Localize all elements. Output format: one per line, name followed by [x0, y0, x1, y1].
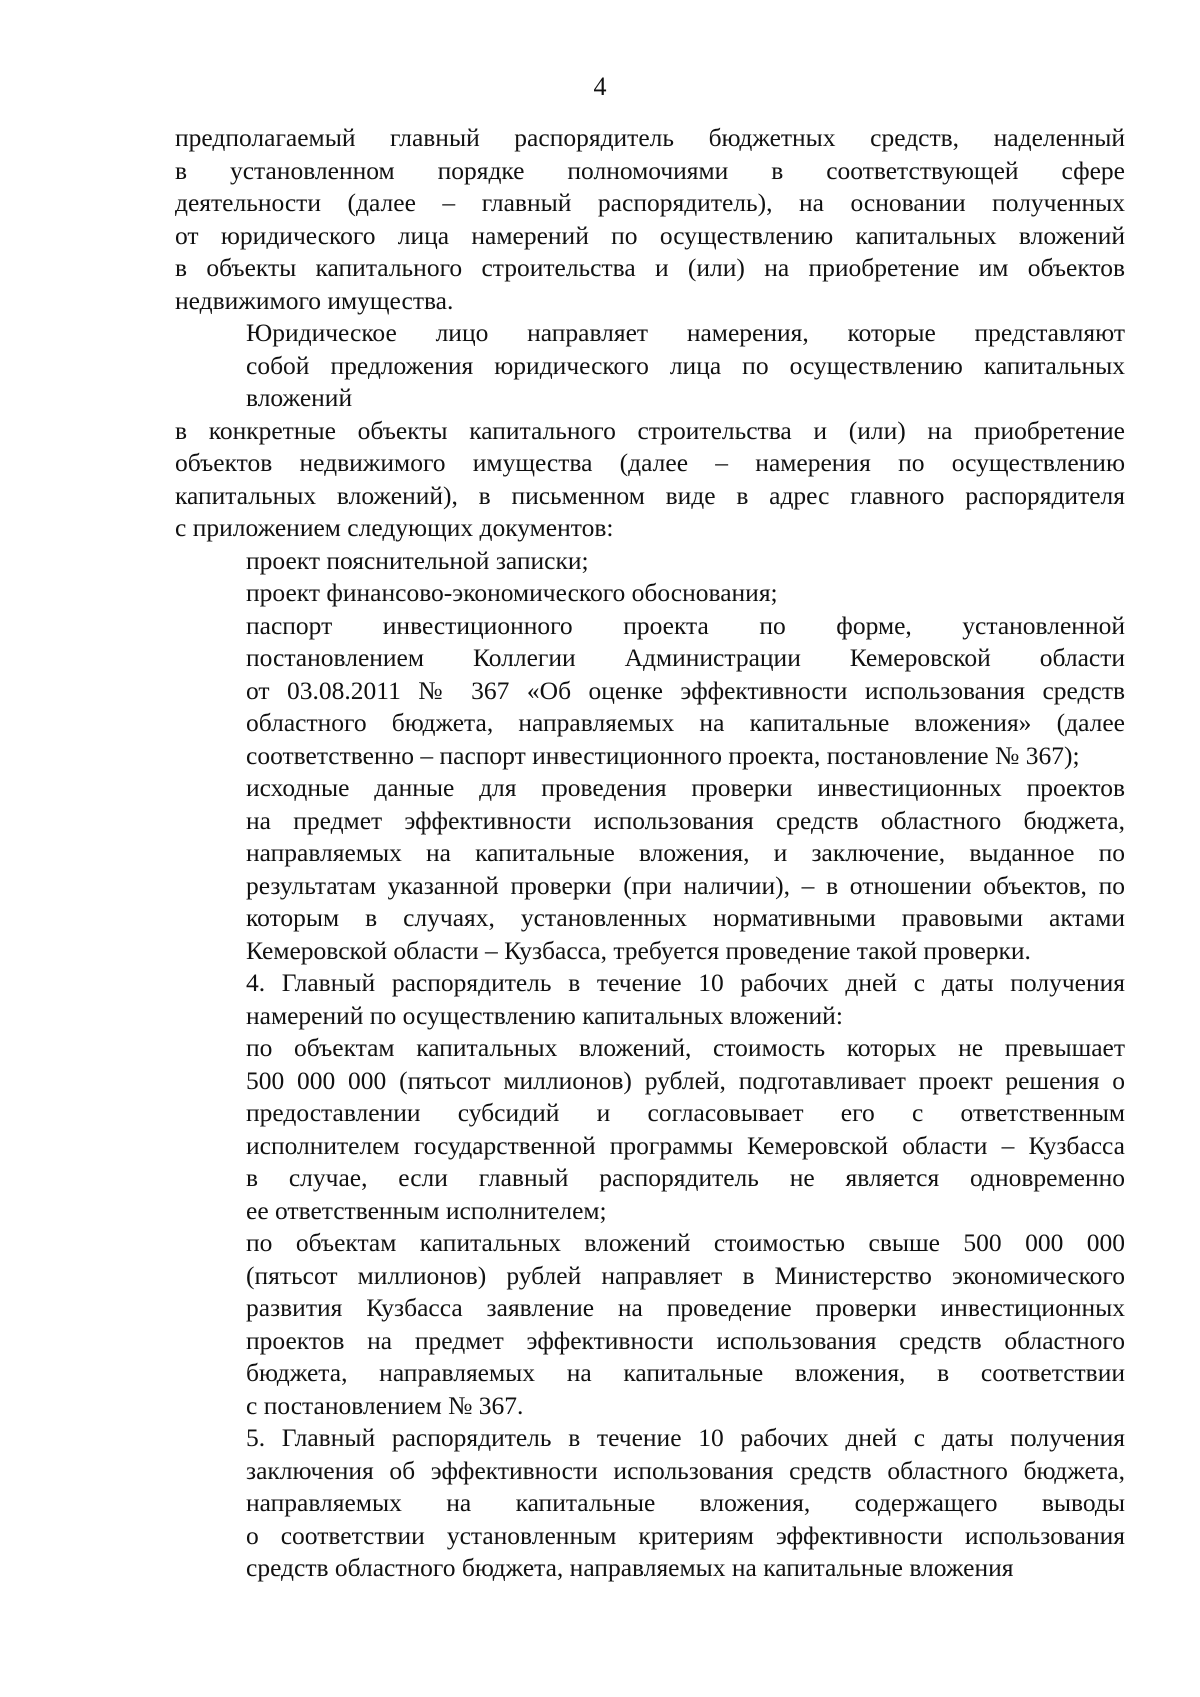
- text-line: проектов на предмет эффективности использования средств областного: [246, 1325, 1125, 1355]
- text-line: проект пояснительной записки;: [246, 545, 589, 575]
- text-line: о соответствии установленным критериям эффективности использования: [246, 1520, 1125, 1550]
- text-line: направляемых на капитальные вложения, и заключение, выданное по: [246, 838, 1125, 867]
- text-line: 4. Главный распорядитель в течение 10 рабочих дней с даты получения: [246, 968, 1125, 997]
- text-line: недвижимого имущества.: [175, 285, 454, 315]
- paragraph: [175, 122, 1125, 317]
- text-line: исходные данные для проведения проверки инвестиционных проектов: [246, 773, 1125, 802]
- page-number: 4: [593, 72, 607, 101]
- text-line: по объектам капитальных вложений, стоимость которых не превышает: [246, 1033, 1125, 1062]
- text-line: направляемых на капитальные вложения, содержащего выводы: [246, 1488, 1125, 1517]
- text-line: на предмет эффективности использования средств областного бюджета,: [246, 805, 1125, 835]
- text-line: проект финансово-экономического обоснования;: [246, 578, 778, 607]
- paragraph: [175, 545, 1125, 578]
- paragraph: [175, 967, 1125, 1032]
- paragraph: [175, 415, 1125, 545]
- text-line: вложений: [246, 383, 353, 412]
- text-line: паспорт инвестиционного проекта по форме, установленной: [246, 610, 1125, 640]
- text-line: постановлением Коллегии Администрации Кемеровской области: [246, 643, 1125, 672]
- text-line: намерений по осуществлению капитальных вложений:: [246, 1000, 843, 1030]
- text-line: областного бюджета, направляемых на капитальные вложения» (далее: [246, 708, 1125, 737]
- text-line: средств областного бюджета, направляемых на капитальные вложения: [246, 1553, 1014, 1582]
- text-line: которым в случаях, установленных нормативными правовыми актами: [246, 903, 1125, 932]
- text-line: предоставлении субсидий и согласовывает его с ответственным: [246, 1098, 1125, 1127]
- text-line: ее ответственным исполнителем;: [246, 1195, 607, 1225]
- text-line: в случае, если главный распорядитель не является одновременно: [246, 1163, 1125, 1192]
- text-line: капитальных вложений), в письменном виде в адрес главного распорядителя: [175, 480, 1125, 510]
- text-line: объектов недвижимого имущества (далее – намерения по осуществлению: [175, 448, 1125, 477]
- text-line: результатам указанной проверки (при наличии), – в отношении объектов, по: [246, 870, 1125, 900]
- text-line: в конкретные объекты капитального строительства и (или) на приобретение: [175, 415, 1125, 445]
- text-line: Юридическое лицо направляет намерения, которые представляют: [246, 318, 1125, 347]
- text-line: в установленном порядке полномочиями в соответствующей сфере: [175, 155, 1125, 185]
- paragraph: [175, 610, 1125, 773]
- text-line: заключения об эффективности использования средств областного бюджета,: [246, 1455, 1125, 1485]
- text-line: развития Кузбасса заявление на проведение проверки инвестиционных: [246, 1293, 1125, 1322]
- text-line: 500 000 000 (пятьсот миллионов) рублей, подготавливает проект решения о: [246, 1065, 1125, 1095]
- text-line: с постановлением № 367.: [246, 1390, 524, 1420]
- text-line: от 03.08.2011 № 367 «Об оценке эффективности использования средств: [246, 675, 1125, 705]
- text-line: от юридического лица намерений по осуществлению капитальных вложений: [175, 220, 1125, 250]
- paragraph: [175, 577, 1125, 610]
- text-line: 5. Главный распорядитель в течение 10 рабочих дней с даты получения: [246, 1423, 1125, 1452]
- text-line: деятельности (далее – главный распорядитель), на основании полученных: [175, 188, 1125, 217]
- text-line: (пятьсот миллионов) рублей направляет в Министерство экономического: [246, 1260, 1125, 1290]
- text-line: собой предложения юридического лица по осуществлению капитальных: [246, 350, 1125, 380]
- text-line: с приложением следующих документов:: [175, 513, 614, 542]
- text-line: исполнителем государственной программы Кемеровской области – Кузбасса: [246, 1130, 1125, 1160]
- paragraph: [175, 1227, 1125, 1422]
- text-line: предполагаемый главный распорядитель бюджетных средств, наделенный: [175, 123, 1125, 152]
- text-line: Кемеровской области – Кузбасса, требуется проведение такой проверки.: [246, 935, 1031, 965]
- document-body: [175, 122, 1125, 1585]
- paragraph: [175, 772, 1125, 967]
- text-line: в объекты капитального строительства и (или) на приобретение им объектов: [175, 253, 1125, 282]
- paragraph: [175, 1422, 1125, 1585]
- paragraph: [175, 317, 1125, 415]
- text-line: по объектам капитальных вложений стоимостью свыше 500 000 000: [246, 1228, 1125, 1257]
- paragraph: [175, 1032, 1125, 1227]
- text-line: соответственно – паспорт инвестиционного проекта, постановление № 367);: [246, 740, 1080, 770]
- text-line: бюджета, направляемых на капитальные вложения, в соответствии: [246, 1358, 1125, 1387]
